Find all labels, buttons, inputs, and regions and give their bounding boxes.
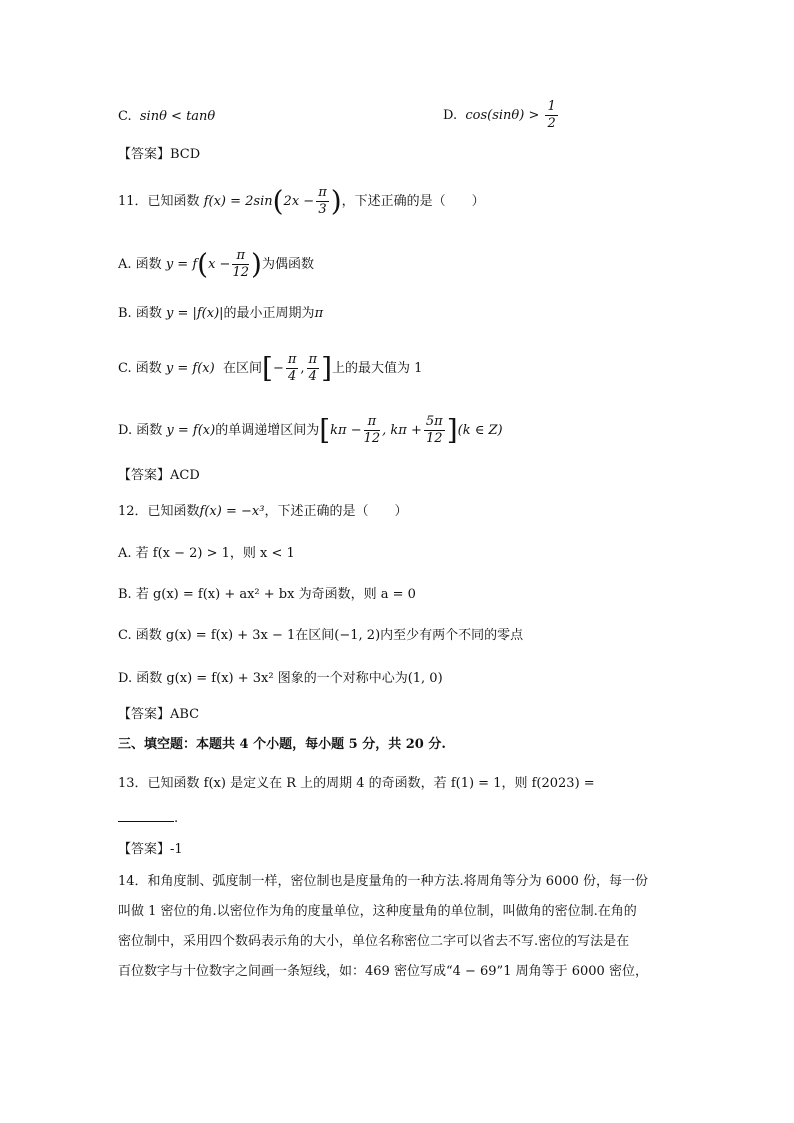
fraction: $\frac{5\pi}{12}$ xyxy=(425,414,443,446)
q12-option-b: B. 若 g(x) = f(x) + ax² + bx 为奇函数，则 a = 0 xyxy=(118,587,416,602)
q13-blank: . xyxy=(118,807,178,829)
q14-line-3: 密位制中，采用四个数码表示角的大小，单位名称密位二字可以省去不写.密位的写法是在 xyxy=(118,934,630,949)
q13-answer: 【答案】-1 xyxy=(118,842,183,857)
math-expression: sinθ < tanθ xyxy=(139,109,216,124)
q11-stem: 11．已知函数 f(x) = 2sin(2x − $\frac{\pi}{3}$ )，下述正确的是（ ） xyxy=(118,184,485,218)
q14-line-2: 叫做 1 密位的角.以密位作为角的度量单位，这种度量角的单位制，叫做角的密位制.在角的 xyxy=(118,904,637,919)
section-heading: 三、填空题：本题共 4 个小题，每小题 5 分，共 20 分. xyxy=(118,737,446,752)
q12-option-a: A. 若 f(x − 2) > 1，则 x < 1 xyxy=(118,546,295,561)
q10-answer: 【答案】BCD xyxy=(118,147,201,162)
q10-option-d xyxy=(443,99,560,132)
fraction: $\frac{\pi}{12}$ xyxy=(363,414,381,446)
fraction: $\frac{\pi}{4}$ xyxy=(287,352,297,384)
q11-option-a: A. 函数 y = f(x − $\frac{\pi}{12}$ )为偶函数 xyxy=(118,247,314,281)
fraction: $\frac{1}{2}$ xyxy=(547,99,556,131)
fraction: $\frac{\pi}{4}$ xyxy=(308,352,318,384)
q11-option-d: D. 函数 y = f(x)的单调递增区间为[kπ − $\frac{\pi}{12}$ , kπ + $\frac{5\pi}{12}$ ](k ∈ Z) xyxy=(118,413,503,447)
option-label: C. xyxy=(118,109,132,124)
q12-option-c: C. 函数 g(x) = f(x) + 3x − 1在区间(−1, 2)内至少有两个不同的零点 xyxy=(118,628,524,643)
math-expression: cos(sinθ) > xyxy=(465,108,540,123)
q12-option-d: D. 函数 g(x) = f(x) + 3x² 图象的一个对称中心为(1, 0) xyxy=(118,671,443,686)
answer-blank xyxy=(118,807,174,822)
q13-stem: 13．已知函数 f(x) 是定义在 R 上的周期 4 的奇函数，若 f(1) = 1，则 f(2023) = xyxy=(118,776,595,791)
q12-answer: 【答案】ABC xyxy=(118,707,200,722)
q12-stem: 12．已知函数f(x) = −x³，下述正确的是（ ） xyxy=(118,504,408,519)
fraction: $\frac{\pi}{3}$ xyxy=(318,185,327,217)
q14-line-4: 百位数字与十位数字之间画一条短线，如：469 密位写成“4 − 69”1 周角等于 6000 密位， xyxy=(118,964,648,979)
option-label: D. xyxy=(443,108,458,123)
fraction: $\frac{\pi}{12}$ xyxy=(232,248,249,280)
q11-option-b: B. 函数 y = |f(x)|的最小正周期为π xyxy=(118,306,324,321)
q11-answer: 【答案】ACD xyxy=(118,468,200,483)
q14-line-1: 14．和角度制、弧度制一样，密位制也是度量角的一种方法.将周角等分为 6000 份，每一份 xyxy=(118,874,649,889)
q11-option-c: C. 函数 y = f(x) 在区间[− $\frac{\pi}{4}$ , $\frac{\pi}{4}$ ]上的最大值为 1 xyxy=(118,351,423,385)
q10-option-c xyxy=(118,107,215,127)
